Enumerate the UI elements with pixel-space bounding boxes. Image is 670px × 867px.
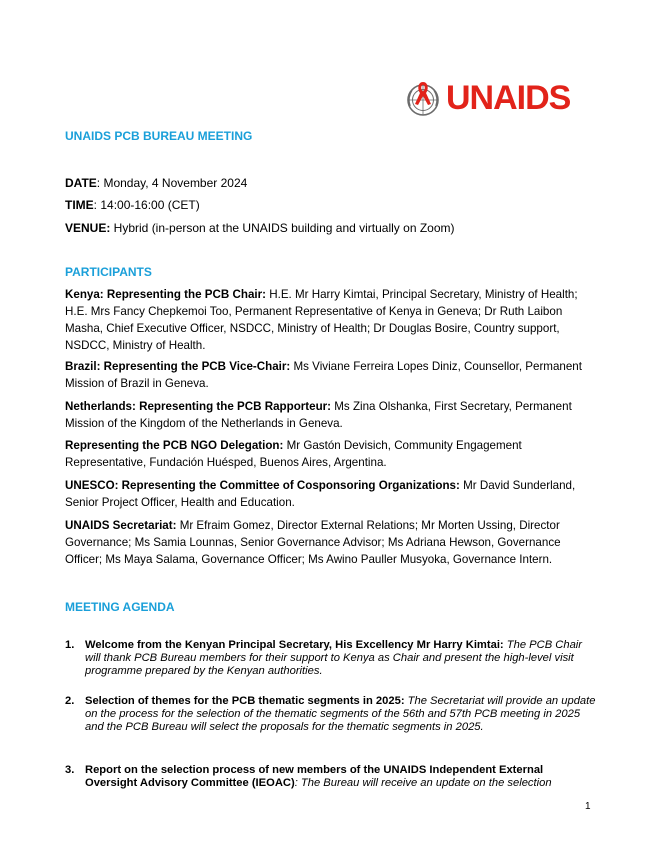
participant-entry-secretariat <box>65 517 595 568</box>
venue-value: Hybrid (in-person at the UNAIDS building and virtually on Zoom) <box>110 221 455 235</box>
participant-entry-brazil <box>65 358 595 392</box>
participant-label: Representing the PCB NGO Delegation: <box>65 439 284 452</box>
agenda-item-number: 2. <box>65 695 75 707</box>
page-number: 1 <box>585 801 591 812</box>
participant-entry-ngo <box>65 437 595 471</box>
participant-entry-unesco <box>65 477 595 511</box>
participant-label: UNAIDS Secretariat: <box>65 519 177 532</box>
time-value: : 14:00-16:00 (CET) <box>93 198 200 212</box>
agenda-item-title: Welcome from the Kenyan Principal Secretary, His Excellency Mr Harry Kimtai: <box>85 639 504 651</box>
participant-text: Mr David Sunderland, Senior Project Officer, Health and Education. <box>65 479 576 509</box>
agenda-item-description: : The Bureau will receive an update on the selection <box>294 777 552 789</box>
venue-line <box>65 221 455 236</box>
participant-text: Ms Viviane Ferreira Lopes Diniz, Counsellor, Permanent Mission of Brazil in Geneva. <box>65 360 582 390</box>
unaids-logo <box>404 80 590 118</box>
agenda-item-title: Report on the selection process of new members of the UNAIDS Independent External Oversight Advisory Committee (IEOAC) <box>85 764 544 789</box>
participants-heading: PARTICIPANTS <box>65 265 152 279</box>
agenda-item-title: Selection of themes for the PCB thematic segments in 2025: <box>85 695 405 707</box>
time-line <box>65 198 200 213</box>
participant-entry-netherlands <box>65 398 595 432</box>
agenda-item-description: The PCB Chair will thank PCB Bureau members for their support to Kenya as Chair and present the high-level visit programme prepared by the Kenyan authorities. <box>85 639 582 677</box>
agenda-heading: MEETING AGENDA <box>65 600 175 614</box>
agenda-item-number: 1. <box>65 639 75 651</box>
participant-entry-kenya <box>65 286 595 354</box>
participant-label: Brazil: Representing the PCB Vice-Chair: <box>65 360 291 373</box>
agenda-item <box>65 639 597 678</box>
participant-text: Mr Efraim Gomez, Director External Relations; Mr Morten Ussing, Director Governance; Ms Samia Lounnas, Senior Governance Advisor; Ms Adriana Hewson, Governance Officer; Ms Maya Salama, Governance Officer; Ms Awino Pauller Musyoka, Governance Intern. <box>65 519 561 566</box>
date-line <box>65 176 247 191</box>
venue-label: VENUE: <box>65 221 111 235</box>
time-label: TIME <box>65 198 94 212</box>
participant-text: Mr Gastón Devisich, Community Engagement Representative, Fundación Huésped, Buenos Aires, Argentina. <box>65 439 522 469</box>
agenda-item <box>65 764 597 790</box>
un-emblem-icon <box>404 80 444 118</box>
participant-text: Ms Zina Olshanka, First Secretary, Permanent Mission of the Kingdom of the Netherlands in Geneva. <box>65 400 572 430</box>
agenda-item-number: 3. <box>65 764 75 776</box>
logo-wordmark: UNAIDS <box>446 79 571 117</box>
agenda-item-description: The Secretariat will provide an update on the process for the selection of the thematic segments of the 56th and 57th PCB meeting in 2025 and the PCB Bureau will select the proposals for the thematic segments in 2025. <box>85 695 596 733</box>
date-value: : Monday, 4 November 2024 <box>96 176 248 190</box>
agenda-item <box>65 695 597 734</box>
participant-label: UNESCO: Representing the Committee of Cosponsoring Organizations: <box>65 479 460 492</box>
page-title: UNAIDS PCB BUREAU MEETING <box>65 129 253 143</box>
participant-label: Netherlands: Representing the PCB Rapporteur: <box>65 400 332 413</box>
date-label: DATE <box>65 176 97 190</box>
participant-label: Kenya: Representing the PCB Chair: <box>65 288 266 301</box>
participant-text: H.E. Mr Harry Kimtai, Principal Secretary, Ministry of Health; H.E. Mrs Fancy Chepkemoi Too, Permanent Representative of Kenya in Geneva; Dr Ruth Laibon Masha, Chief Executive Officer, NSDCC, Ministry of Health; Dr Douglas Bosire, Country support, NSDCC, Ministry of Health. <box>65 288 578 352</box>
